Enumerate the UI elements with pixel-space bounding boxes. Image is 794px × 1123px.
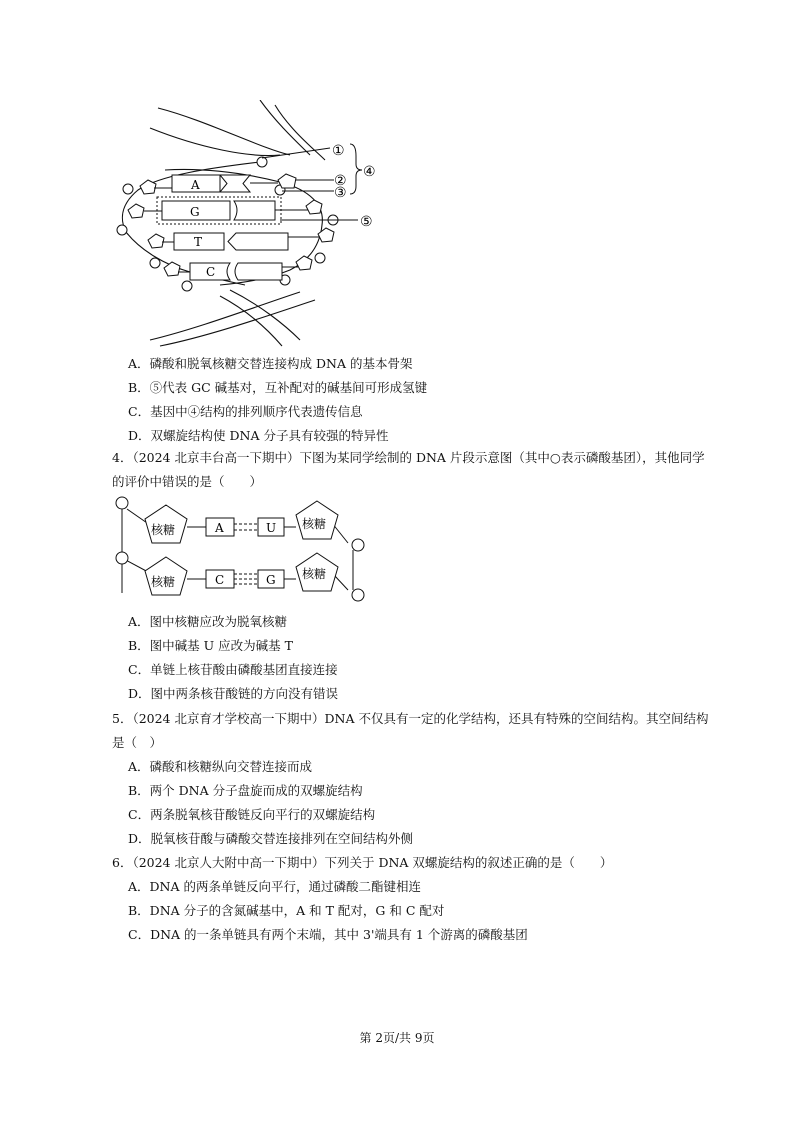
base-label-t: T: [194, 235, 203, 249]
q5-stem-line1: 5．（2024 北京育才学校高一下期中）DNA 不仅具有一定的化学结构，还具有特殊的空间结构。其空间结构: [112, 711, 709, 726]
sugar-pentagon: [296, 256, 312, 270]
label-4: ④: [363, 164, 376, 180]
q4-option-b[interactable]: B．图中碱基 U 应改为碱基 T: [128, 638, 293, 653]
sugar-pentagon: [278, 174, 296, 188]
q6-option-b[interactable]: B．DNA 分子的含氮碱基中，A 和 T 配对，G 和 C 配对: [128, 903, 445, 918]
dna-fragment-figure: [112, 495, 372, 607]
label-1: ①: [332, 143, 345, 159]
q6-option-c[interactable]: C．DNA 的一条单链具有两个末端，其中 3'端具有 1 个游离的磷酸基团: [128, 927, 528, 942]
label-5: ⑤: [360, 214, 373, 230]
q5-option-a[interactable]: A．磷酸和核糖纵向交替连接而成: [128, 759, 313, 774]
helix-strand-top-3: [275, 105, 325, 160]
q3-option-a[interactable]: A．磷酸和脱氧核糖交替连接构成 DNA 的基本骨架: [128, 356, 413, 371]
q4-option-a[interactable]: A．图中核糖应改为脱氧核糖: [128, 614, 288, 629]
base-label-c: C: [206, 265, 216, 279]
q5-option-d[interactable]: D．脱氧核苷酸与磷酸交替连接排列在空间结构外侧: [128, 831, 414, 846]
phosphate-circle: [352, 589, 364, 601]
helix-strand-top-2: [150, 128, 280, 156]
sugar-label: 核糖: [151, 575, 176, 589]
phosphate-circle: [117, 225, 127, 235]
base-c-partner: [235, 263, 282, 280]
phosphate-circle: [315, 253, 325, 263]
q6-option-a[interactable]: A．DNA 的两条单链反向平行，通过磷酸二酯键相连: [128, 879, 421, 894]
page-footer: 第 2页/共 9页: [359, 1031, 435, 1045]
sugar-label: 核糖: [151, 523, 176, 537]
q5-option-b[interactable]: B．两个 DNA 分子盘旋而成的双螺旋结构: [128, 783, 363, 798]
sugar-pentagon: [148, 234, 164, 248]
base-u-label: U: [266, 521, 277, 535]
phosphate-circle: [182, 281, 192, 291]
helix-strand-bottom-3: [230, 290, 300, 340]
helix-strand-top-1: [158, 108, 290, 155]
base-t-partner: [228, 233, 288, 250]
base-c-label: C: [215, 573, 225, 587]
q4-stem-line2: 的评价中错误的是（ ）: [112, 474, 263, 489]
base-a-label: A: [215, 521, 224, 535]
phosphate-circle: [352, 539, 364, 551]
sugar-pentagon: [306, 200, 322, 214]
sugar-label: 核糖: [302, 567, 327, 581]
sugar-label: 核糖: [302, 517, 327, 531]
helix-strand-top-4: [260, 100, 310, 155]
base-g-partner: [234, 201, 275, 220]
label-2: ②: [334, 173, 347, 189]
q3-option-d[interactable]: D．双螺旋结构使 DNA 分子具有较强的特异性: [128, 428, 389, 443]
q6-stem-line1: 6．（2024 北京人大附中高一下期中）下列关于 DNA 双螺旋结构的叙述正确的是（ ）: [112, 855, 613, 870]
q5-option-c[interactable]: C．两条脱氧核苷酸链反向平行的双螺旋结构: [128, 807, 376, 822]
q4-option-d[interactable]: D．图中两条核苷酸链的方向没有错误: [128, 686, 339, 701]
phosphate-circle: [116, 552, 128, 564]
sugar-pentagon: [164, 262, 180, 276]
base-g-label: G: [266, 573, 276, 587]
phosphate-circle: [150, 258, 160, 268]
label-3: ③: [334, 185, 347, 201]
phosphate-circle: [116, 497, 128, 509]
q3-option-b[interactable]: B．⑤代表 GC 碱基对，互补配对的碱基间可形成氢键: [128, 380, 428, 395]
q5-stem-line2: 是（ ）: [112, 735, 163, 750]
phosphate-circle: [123, 184, 133, 194]
sugar-pentagon: [318, 228, 334, 242]
q3-option-c[interactable]: C．基因中④结构的排列顺序代表遗传信息: [128, 404, 363, 419]
base-label-g: G: [190, 205, 200, 219]
phosphate-circle: [257, 157, 267, 167]
base-a-partner: [220, 175, 250, 192]
dna-helix-figure: [110, 100, 400, 350]
base-label-a: A: [191, 178, 200, 192]
q4-stem-line1: 4．（2024 北京丰台高一下期中）下图为某同学绘制的 DNA 片段示意图（其中○表示磷酸基团），其他同学: [112, 450, 705, 465]
brace-4: [350, 144, 362, 194]
sugar-pentagon: [128, 204, 144, 218]
q4-option-c[interactable]: C．单链上核苷酸由磷酸基团直接连接: [128, 662, 338, 677]
